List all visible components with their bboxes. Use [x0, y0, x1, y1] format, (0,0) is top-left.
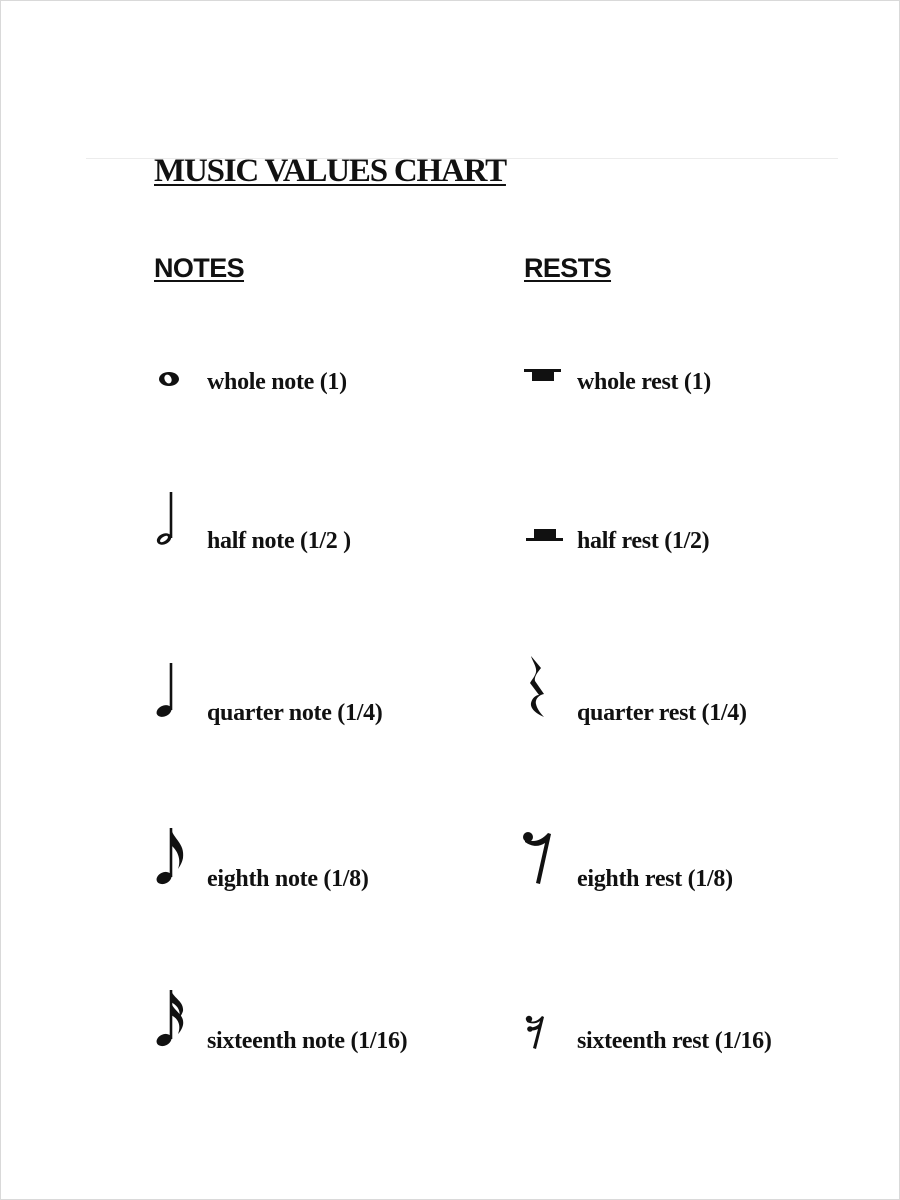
whole-rest-label: whole rest (1) — [577, 369, 711, 395]
eighth-rest-label: eighth rest (1/8) — [577, 866, 733, 892]
quarter-rest-label: quarter rest (1/4) — [577, 700, 747, 726]
whole-note-icon — [157, 369, 181, 389]
half-rest-icon — [526, 527, 566, 547]
sixteenth-note-icon — [154, 987, 188, 1051]
eighth-note-label: eighth note (1/8) — [207, 866, 369, 892]
sixteenth-rest-icon — [524, 1013, 548, 1053]
whole-note-label: whole note (1) — [207, 369, 347, 395]
page-title: MUSIC VALUES CHART — [154, 153, 506, 189]
quarter-note-icon — [154, 660, 178, 722]
half-note-icon — [154, 489, 178, 551]
half-rest-label: half rest (1/2) — [577, 528, 710, 554]
half-note-label: half note (1/2 ) — [207, 528, 351, 554]
eighth-rest-icon — [521, 828, 555, 888]
quarter-rest-icon — [524, 654, 552, 720]
notes-heading: NOTES — [154, 253, 245, 283]
quarter-note-label: quarter note (1/4) — [207, 700, 383, 726]
sixteenth-note-label: sixteenth note (1/16) — [207, 1028, 408, 1054]
eighth-note-icon — [154, 825, 188, 889]
sixteenth-rest-label: sixteenth rest (1/16) — [577, 1028, 772, 1054]
rests-heading: RESTS — [524, 253, 612, 283]
whole-rest-icon — [524, 369, 564, 385]
